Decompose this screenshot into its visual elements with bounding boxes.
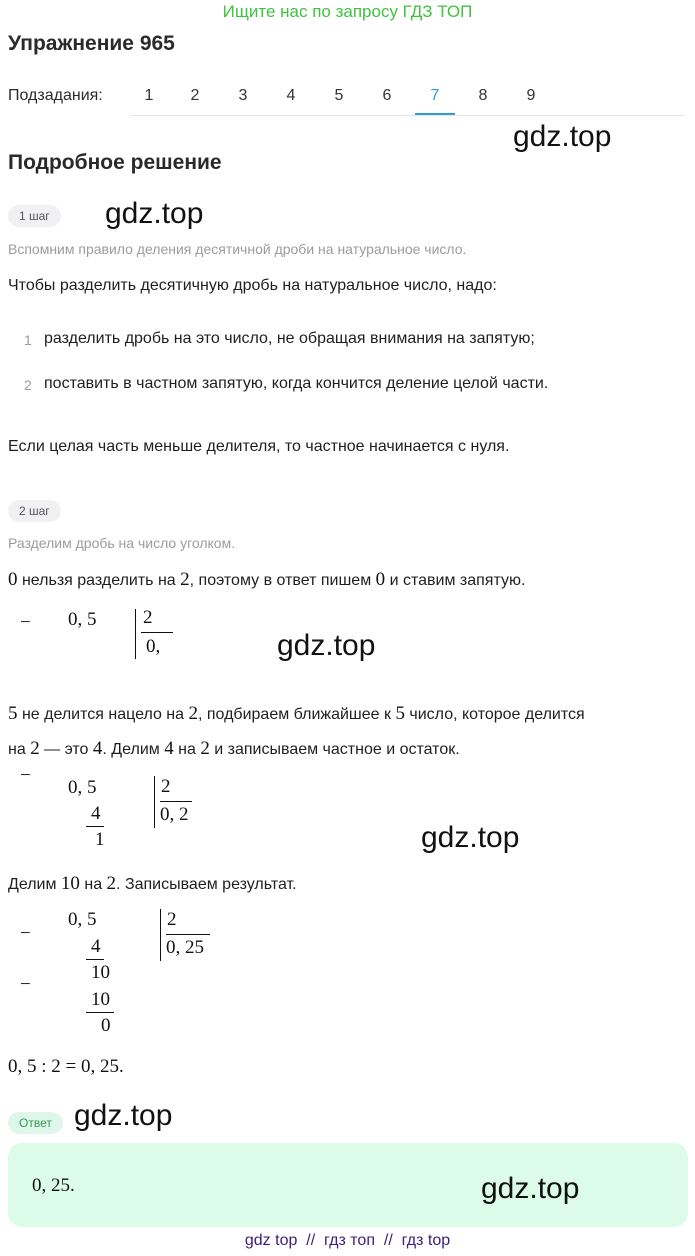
minus-sign: − — [20, 923, 31, 944]
quotient: 0, — [146, 636, 161, 657]
page-title: Упражнение 965 — [8, 32, 175, 55]
dividend: 0, 5 — [68, 909, 97, 930]
footer-links[interactable]: gdz top // гдз топ // гдз top — [244, 1232, 451, 1249]
minus-sign: − — [20, 612, 31, 633]
answer-value: 0, 25. — [32, 1175, 75, 1196]
math-number: 2 — [30, 738, 40, 759]
divisor: 2 — [167, 909, 177, 930]
tab-subtask-9[interactable]: 9 — [526, 87, 536, 104]
tabs-divider — [130, 115, 685, 116]
watermark: gdz.top — [74, 1099, 173, 1132]
answer-box — [8, 1143, 688, 1227]
dividend: 0, 5 — [68, 609, 97, 630]
text-fragment: нельзя разделить на — [17, 572, 181, 589]
tab-subtask-7[interactable]: 7 — [415, 87, 455, 115]
step-badge: 2 шаг — [8, 500, 61, 522]
text-fragment: на — [79, 876, 107, 893]
math-number: 2 — [200, 738, 210, 759]
subtrahend: 4 — [91, 936, 101, 957]
text-fragment: , подбираем ближайшее к — [197, 706, 396, 723]
division-bar — [160, 909, 161, 961]
watermark: gdz.top — [513, 120, 612, 153]
math-number: 0 — [375, 569, 386, 590]
list-item: поставить в частном запятую, когда кончится деление целой части. — [44, 375, 549, 392]
tab-subtask-1[interactable]: 1 — [144, 87, 154, 104]
subtraction-line — [86, 1012, 114, 1013]
watermark: gdz.top — [481, 1172, 580, 1205]
explanation-text — [8, 873, 297, 895]
quotient: 0, 2 — [160, 804, 189, 825]
division-line — [141, 632, 173, 633]
text-fragment: Делим — [8, 876, 61, 893]
text-fragment: число, которое делится — [404, 706, 585, 723]
text-fragment: на — [173, 741, 201, 758]
minus-sign: − — [20, 974, 31, 995]
subtraction-line — [86, 959, 104, 960]
math-number: 5 — [395, 703, 405, 724]
subtrahend: 4 — [91, 803, 101, 824]
math-number: 0 — [8, 569, 18, 590]
remainder: 10 — [91, 962, 110, 983]
watermark: gdz.top — [277, 629, 376, 662]
text-fragment: и ставим запятую. — [385, 572, 526, 589]
math-number: 10 — [60, 873, 80, 894]
explanation-text — [8, 569, 525, 591]
math-number: 4 — [92, 738, 103, 759]
math-number: 2 — [180, 569, 190, 590]
division-line — [160, 801, 192, 802]
text-fragment: — это — [39, 741, 93, 758]
division-line — [166, 934, 210, 935]
step-hint: Разделим дробь на число уголком. — [8, 535, 236, 551]
subtasks-label: Подзадания: — [8, 87, 103, 104]
math-number: 4 — [164, 738, 174, 759]
text-fragment: на — [8, 741, 31, 758]
subtrahend: 10 — [91, 989, 110, 1010]
list-number: 2 — [24, 377, 32, 393]
step-hint: Вспомним правило деления десятичной дроби на натуральное число. — [8, 241, 467, 257]
divisor: 2 — [143, 607, 153, 628]
answer-badge: Ответ — [8, 1112, 63, 1134]
tab-subtask-8[interactable]: 8 — [478, 87, 488, 104]
quotient: 0, 25 — [166, 937, 204, 958]
text-fragment: и записываем частное и остаток. — [209, 741, 460, 758]
step-badge: 1 шаг — [8, 205, 61, 227]
division-bar — [154, 776, 155, 828]
minus-sign: − — [20, 765, 31, 786]
text-fragment: , поэтому в ответ пишем — [189, 572, 376, 589]
promo-banner[interactable]: Ищите нас по запросу ГДЗ ТОП — [222, 2, 473, 21]
tab-subtask-4[interactable]: 4 — [286, 87, 296, 104]
list-item: разделить дробь на это число, не обращая внимания на запятую; — [44, 330, 535, 347]
divisor: 2 — [161, 776, 171, 797]
math-number: 5 — [8, 703, 18, 724]
math-number: 2 — [106, 873, 117, 894]
subtraction-line — [86, 826, 104, 827]
text-fragment: не делится нацело на — [17, 706, 189, 723]
list-number: 1 — [24, 332, 32, 348]
result-equation: 0, 5 : 2 = 0, 25. — [8, 1056, 124, 1077]
text-fragment: . Делим — [102, 741, 165, 758]
tab-subtask-2[interactable]: 2 — [190, 87, 200, 104]
tab-subtask-3[interactable]: 3 — [238, 87, 248, 104]
solution-title: Подробное решение — [8, 151, 222, 174]
watermark: gdz.top — [105, 197, 204, 230]
division-bar — [135, 609, 136, 659]
rule-note: Если целая часть меньше делителя, то частное начинается с нуля. — [8, 438, 510, 455]
rule-intro: Чтобы разделить десятичную дробь на натуральное число, надо: — [8, 277, 497, 294]
remainder: 0 — [101, 1015, 111, 1036]
tab-subtask-6[interactable]: 6 — [382, 87, 392, 104]
explanation-text — [8, 703, 585, 725]
remainder: 1 — [95, 829, 105, 850]
watermark: gdz.top — [421, 821, 520, 854]
dividend: 0, 5 — [68, 777, 97, 798]
tab-subtask-5[interactable]: 5 — [334, 87, 344, 104]
text-fragment: . Записываем результат. — [116, 876, 297, 893]
math-number: 2 — [188, 703, 198, 724]
explanation-text — [8, 738, 460, 760]
